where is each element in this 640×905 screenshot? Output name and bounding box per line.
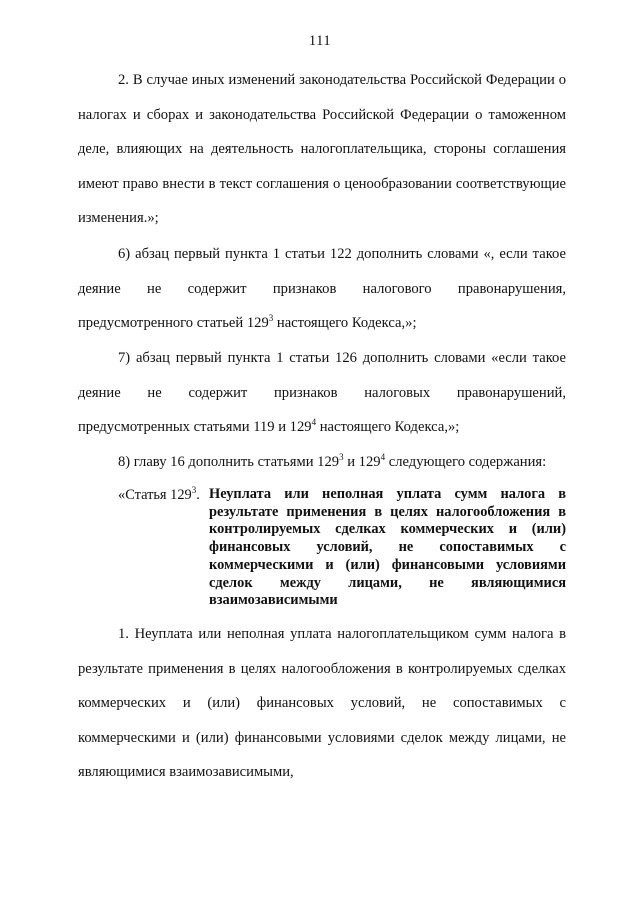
amendment-7-text: 7) абзац первый пункта 1 статьи 126 дополнить словами «если такое деяние не содержит признаков налоговых правонарушений, предусмотренных статьями 119 и 129 [78, 350, 566, 435]
paragraph-item-2-closing: 2. В случае иных изменений законодательства Российской Федерации о налогах и сборах и законодательства Российской Федерации о таможенном деле, влияющих на деятельность налогоплательщика, стороны соглашения имеют право внести в текст соглашения о ценообразовании соответствующие изменения.»; [78, 72, 566, 226]
paragraph-amendment-7 [78, 341, 566, 445]
paragraph-amendment-8 [78, 445, 566, 480]
article-label-text: «Статья 129 [118, 487, 192, 503]
amendment-7-superscript: 4 [311, 417, 317, 427]
article-label [118, 486, 200, 504]
paragraph-amendment-6 [78, 237, 566, 341]
amendment-8-text-end: следующего содержания: [385, 454, 547, 470]
article-label-superscript: 3 [191, 485, 197, 495]
amendment-7-text-end: настоящего Кодекса,»; [316, 419, 460, 435]
amendment-8-superscript-2: 4 [380, 452, 386, 462]
amendment-8-text-middle: и 129 [343, 454, 381, 470]
article-paragraph-1: 1. Неуплата или неполная уплата налогоплательщиком сумм налога в результате применения в целях налогообложения в контролируемых сделках коммерческих и (или) финансовых условий, не сопоставимых с коммерческими и (или) финансовыми условиями сделок между лицами, не являющимися взаимозависимыми, [78, 626, 566, 780]
amendment-6-superscript: 3 [268, 313, 274, 323]
amendment-8-superscript-1: 3 [339, 452, 344, 462]
page-number: 111 [308, 33, 332, 49]
amendment-8-text: 8) главу 16 дополнить статьями 129 [118, 454, 340, 470]
article-label-dot: . [196, 487, 200, 503]
amendment-6-text: 6) абзац первый пункта 1 статьи 122 дополнить словами «, если такое деяние не содержит признаков налогового правонарушения, предусмотренного статьей 129 [78, 246, 566, 331]
article-title: Неуплата или неполная уплата сумм налога в результате применения в целях налогообложения в контролируемых сделках коммерческих и (или) финансовых условий, не сопоставимых с коммерческими и (или) финансовыми условиями сделок между лицами, не являющимися взаимозависимыми [209, 486, 566, 609]
amendment-6-text-end: настоящего Кодекса,»; [273, 315, 417, 331]
